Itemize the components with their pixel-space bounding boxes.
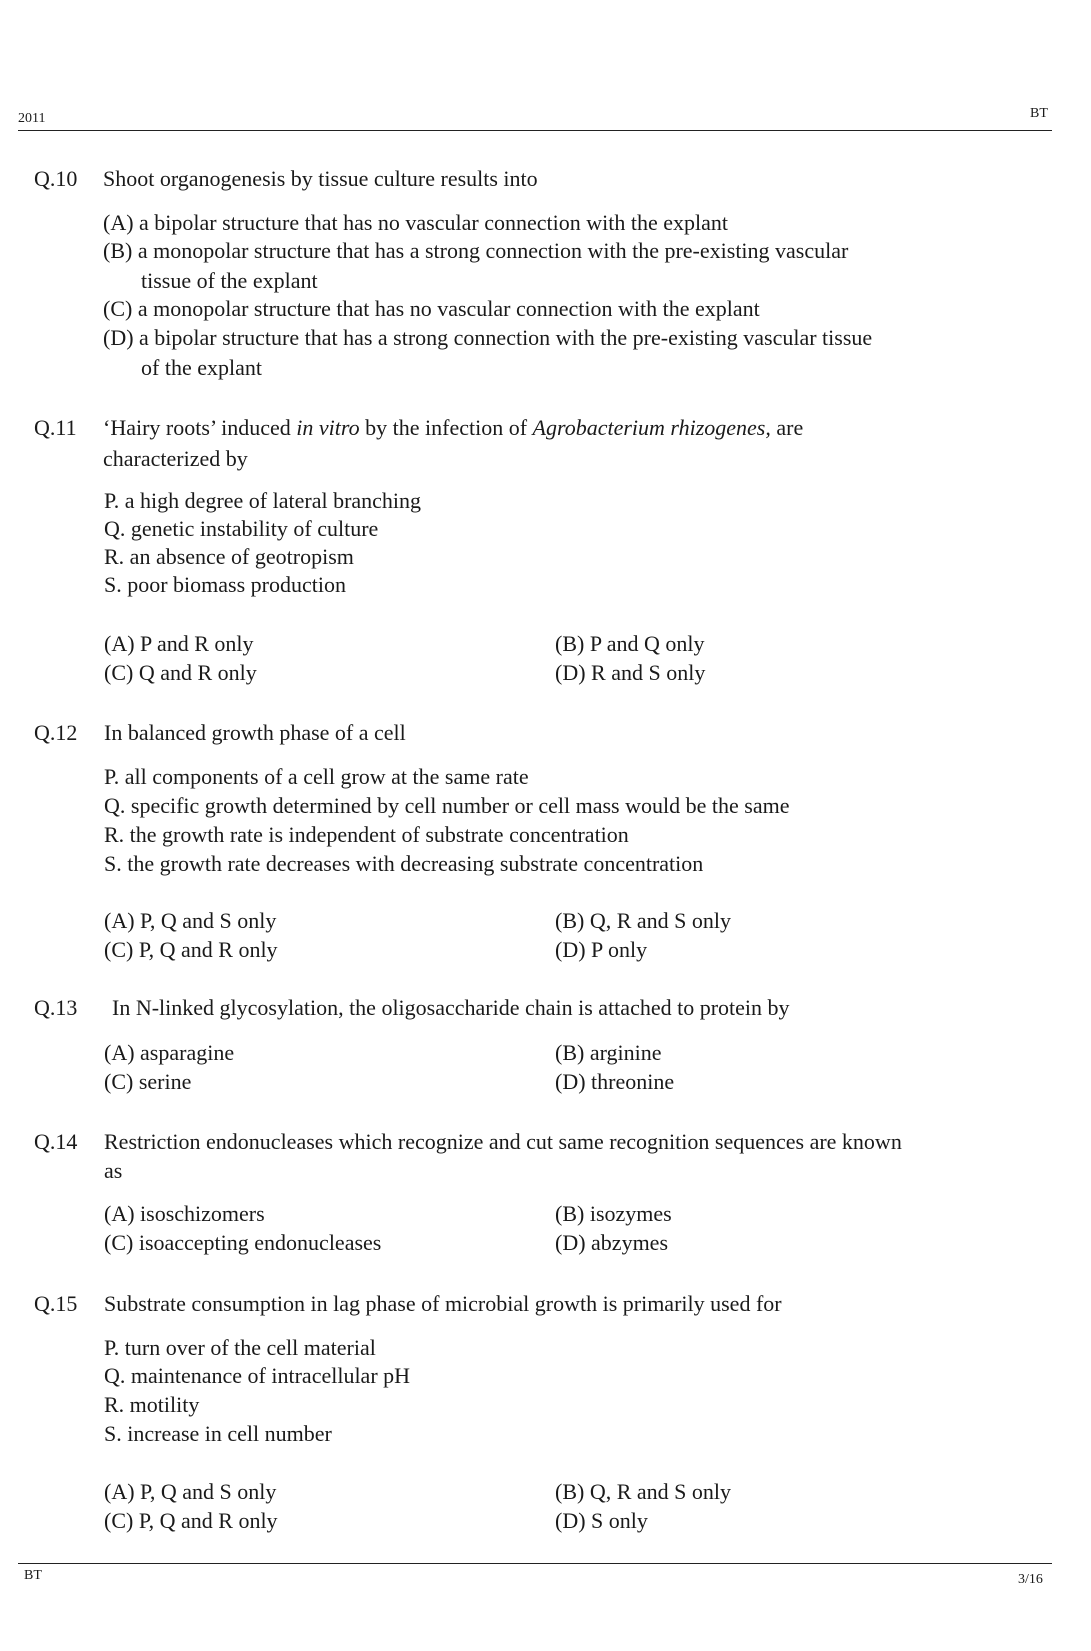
statement-s: S. the growth rate decreases with decreasing substrate concentration bbox=[104, 851, 704, 876]
option-c: (C) isoaccepting endonucleases bbox=[104, 1230, 382, 1255]
question-number: Q.12 bbox=[34, 720, 78, 745]
statement-s: S. poor biomass production bbox=[104, 572, 346, 597]
option-b: (B) isozymes bbox=[555, 1201, 672, 1226]
statement-r: R. the growth rate is independent of substrate concentration bbox=[104, 822, 629, 847]
option-c: (C) P, Q and R only bbox=[104, 937, 278, 962]
option-d: (D) a bipolar structure that has a strong connection with the pre-existing vascular tissue bbox=[103, 325, 873, 350]
stem-text: by the infection of bbox=[359, 415, 533, 440]
option-a: (A) P and R only bbox=[104, 631, 254, 656]
header-code: BT bbox=[1030, 106, 1048, 121]
footer-rule bbox=[18, 1563, 1052, 1564]
question-number: Q.10 bbox=[34, 166, 78, 191]
option-c: (C) a monopolar structure that has no vascular connection with the explant bbox=[103, 296, 760, 321]
stem-text: are bbox=[770, 415, 804, 440]
option-b: (B) arginine bbox=[555, 1040, 662, 1065]
statement-q: Q. genetic instability of culture bbox=[104, 516, 379, 541]
question-number: Q.15 bbox=[34, 1291, 78, 1316]
stem-text: ‘Hairy roots’ induced bbox=[103, 415, 297, 440]
option-b: (B) P and Q only bbox=[555, 631, 705, 656]
option-d: (D) R and S only bbox=[555, 660, 706, 685]
stem-italic: Agrobacterium rhizogenes, bbox=[532, 415, 771, 440]
option-a: (A) asparagine bbox=[104, 1040, 235, 1065]
footer-code: BT bbox=[24, 1568, 42, 1583]
option-a: (A) a bipolar structure that has no vascular connection with the explant bbox=[103, 210, 728, 235]
option-c: (C) serine bbox=[104, 1069, 192, 1094]
statement-r: R. an absence of geotropism bbox=[104, 544, 354, 569]
question-number: Q.13 bbox=[34, 995, 78, 1020]
statement-q: Q. specific growth determined by cell number or cell mass would be the same bbox=[104, 793, 790, 818]
option-b-cont: tissue of the explant bbox=[141, 268, 318, 293]
option-d: (D) abzymes bbox=[555, 1230, 669, 1255]
question-stem: Restriction endonucleases which recognize and cut same recognition sequences are known bbox=[104, 1129, 902, 1154]
header-year: 2011 bbox=[18, 111, 46, 126]
statement-s: S. increase in cell number bbox=[104, 1421, 332, 1446]
question-stem-cont: as bbox=[104, 1158, 123, 1183]
statement-p: P. turn over of the cell material bbox=[104, 1335, 376, 1360]
question-stem: Substrate consumption in lag phase of microbial growth is primarily used for bbox=[104, 1291, 782, 1316]
option-d: (D) P only bbox=[555, 937, 648, 962]
statement-q: Q. maintenance of intracellular pH bbox=[104, 1363, 411, 1388]
question-stem: In balanced growth phase of a cell bbox=[104, 720, 406, 745]
option-c: (C) Q and R only bbox=[104, 660, 257, 685]
question-number: Q.14 bbox=[34, 1129, 78, 1154]
question-number: Q.11 bbox=[34, 415, 77, 440]
option-d: (D) S only bbox=[555, 1508, 648, 1533]
stem-italic: in vitro bbox=[296, 415, 360, 440]
option-a: (A) isoschizomers bbox=[104, 1201, 265, 1226]
option-a: (A) P, Q and S only bbox=[104, 1479, 277, 1504]
statement-p: P. a high degree of lateral branching bbox=[104, 488, 422, 513]
page-number: 3/16 bbox=[1018, 1572, 1043, 1587]
option-d-cont: of the explant bbox=[141, 355, 262, 380]
option-a: (A) P, Q and S only bbox=[104, 908, 277, 933]
option-b: (B) Q, R and S only bbox=[555, 1479, 731, 1504]
statement-p: P. all components of a cell grow at the same rate bbox=[104, 764, 529, 789]
option-c: (C) P, Q and R only bbox=[104, 1508, 278, 1533]
option-b: (B) a monopolar structure that has a strong connection with the pre-existing vascular bbox=[103, 238, 849, 263]
question-stem: Shoot organogenesis by tissue culture results into bbox=[103, 166, 538, 191]
question-stem: In N-linked glycosylation, the oligosaccharide chain is attached to protein by bbox=[112, 995, 790, 1020]
question-stem bbox=[103, 415, 803, 441]
option-d: (D) threonine bbox=[555, 1069, 675, 1094]
statement-r: R. motility bbox=[104, 1392, 200, 1417]
question-stem-cont: characterized by bbox=[103, 446, 248, 471]
option-b: (B) Q, R and S only bbox=[555, 908, 731, 933]
header-rule bbox=[18, 130, 1052, 131]
